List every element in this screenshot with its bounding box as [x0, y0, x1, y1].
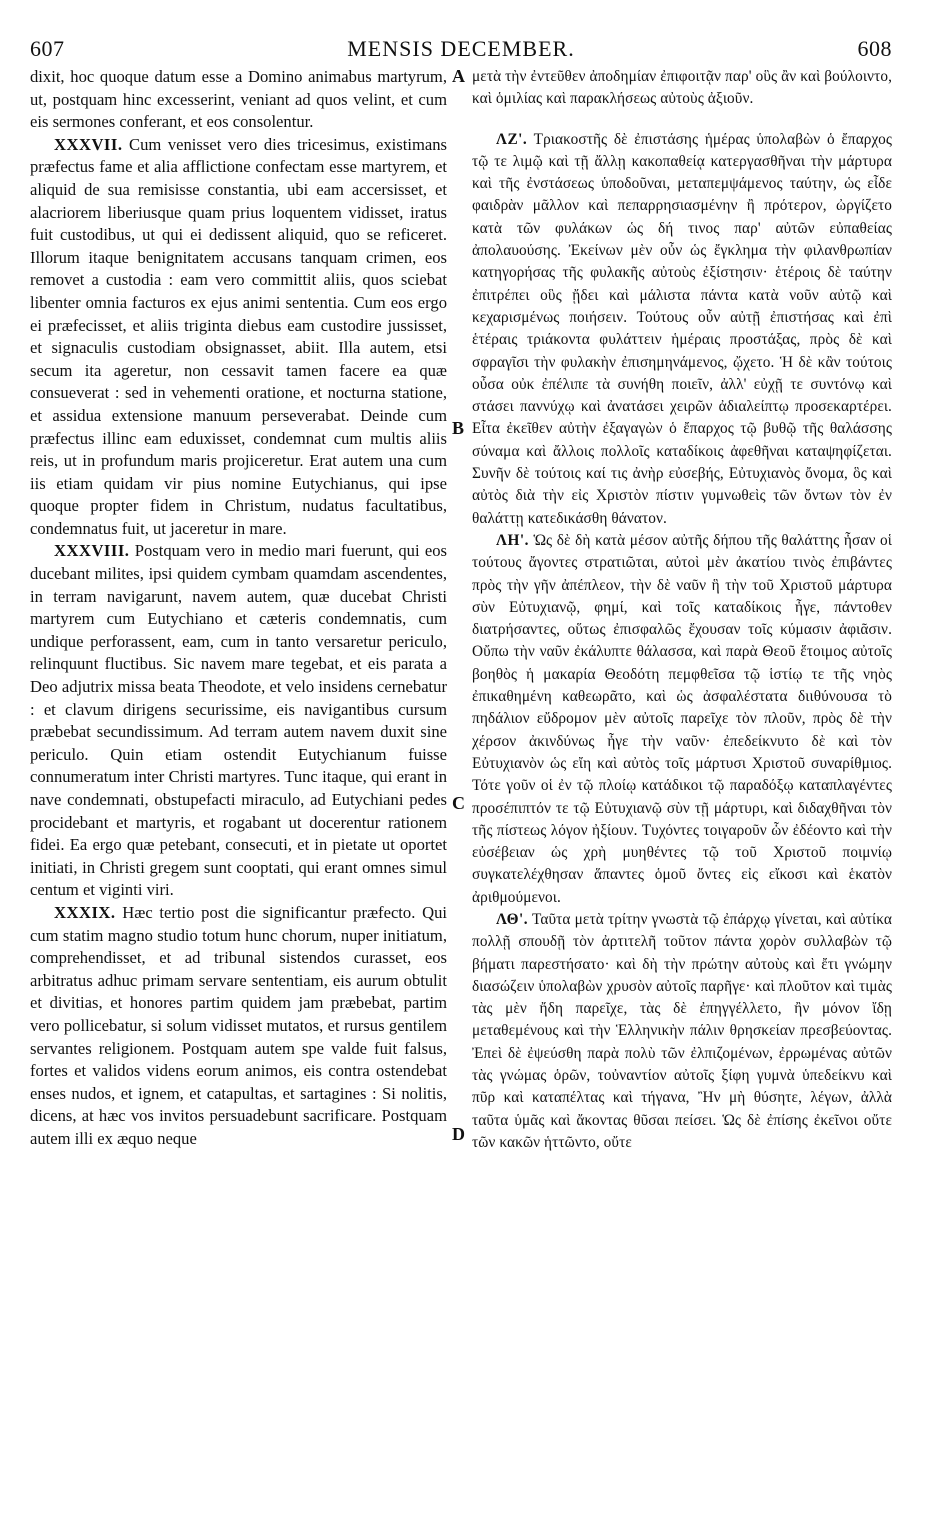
margin-letter-d: D — [452, 1124, 465, 1144]
latin-paragraph-intro: dixit, hoc quoque datum esse a Domino animabus martyrum, ut, postquam hinc excesserint, veniant ad quos velint, et cum eis sermones conferant, et eos consolentur. — [30, 67, 447, 132]
greek-section-number: ΛΗ'. — [496, 531, 529, 549]
page-header — [30, 34, 892, 64]
greek-paragraph-intro: μετὰ τὴν ἐντεῦθεν ἀποδημίαν ἐπιφοιτᾷν παρ' οὓς ἂν καὶ βούλοιντο, καὶ ὁμιλίας καὶ παρακλήσεως αὐτοὺς ἀξιοῦν. — [472, 68, 892, 108]
greek-paragraph-text: Ταῦτα μετὰ τρίτην γνωστὰ τῷ ἐπάρχῳ γίνεται, καὶ αὐτίκα πολλῇ σπουδῇ τὸν ἀρτιτελῆ τοῦτον πάντα χορὸν συλλαβὼν τῷ βήματι παρεστήσατο· καὶ δὴ τὴν πρώτην αὐτοὺς καὶ ἔτι γνώμην διασώζειν ὑπολαβὼν χρυσὸν αὐτοῖς παρῆγε· καὶ πλοῦτον καὶ τιμὰς τὰς μὲν ἤδη παρεῖχε, τὰς δὲ ἐπηγγέλλετο, ἢν μόνον ἴδῃ μεταθεμένους καὶ τὴν Ἑλληνικὴν πάλιν θρησκείαν πρεσβεύοντας. Ἐπεὶ δὲ ἐψεύσθη παρὰ πολὺ τῶν ἐλπιζομένων, ἐρρωμένας αὐτῶν τὰς γνώμας ὁρῶν, τοὐναντίον αὐτοῖς ξίφη γυμνὰ ὑπεδείκνυ καὶ πῦρ καὶ καταπέλτας καὶ τήγανα, Ἢν μὴ θύσητε, λέγων, ἀλλὰ ταῦτα ὑμᾶς καὶ ἄκοντας θῦσαι πείσει. Ὡς δὲ ἐπίσης ἐκεῖνοι οὔτε τῶν κακῶν ἡττῶντο, οὔτε — [472, 910, 892, 1151]
latin-paragraph-text: Postquam vero in medio mari fuerunt, qui eos ducebant milites, ipsi quidem cymbam quamdam ascendentes, in terram navigarunt, navem autem, quæ ducebat Christi martyrem cum Eutychiano et cæteris condemnatis, cum undique perforassent, eam, cum in tanto versaretur periculo, relinquunt fluctibus. Sic navem mare tegebat, et eis parata a Deo adjutrix missa beata Theodote, et velo insidens cernebatur : et clavum dirigens securissime, eis navigantibus cursum præbebat secundissimum. Ad terram autem navem duxit sine periculo. Quin etiam ostendit Eutychianum fuisse connumeratum inter Christi martyres. Tunc itaque, qui erant in nave condemnati, obstupefacti miraculo, ad Eutychiani pedes procidebant et martyris, et rogabant ut docerentur rationem fidei. Ea ergo quæ petebant, consecuti, et in pietate ut oportet initiati, in Christi gregem sunt cooptati, qui erant omnes simul centum et viginti viri. — [30, 541, 447, 900]
latin-section-number: XXXIX. — [54, 902, 116, 922]
greek-paragraph-37 — [472, 129, 892, 530]
latin-paragraph-text: Cum venisset vero dies tricesimus, existimans præfectus fame et alia afflictione confectam esse martyrem, et aliquid de sua remisisse constantia, ubi eam accersisset, et alacriorem liberiusque quam prius loquentem vidisset, iratus fuit custodibus, ut qui ei dedissent aliquid, quo se reficeret. Illorum itaque benignitatem accusans tanquam crimen, eos removet a custodia : eam vero committit aliis, quos sciebat libenter omnia facturos ex ejus animi sententia. Cum eos ergo ei præfecisset, et aliis triginta diebus eam custodire jussisset, et signaculis custodiam obsignasset, abiit. Illa autem, etsi secum ita ageretur, non cessavit tamen facere ea quæ consueverat : sed in vehementi oratione, et nocturna statione, et assidua extensione manuum perseverabat. Deinde cum præfectus illinc eam eduxisset, condemnat cum multis aliis reis, ut in profundum maris projiceretur. Erat autem una cum iis etiam quidam vir pius nomine Eutychianus, qui ipse quoque propter fidem in Christum, nudatus facultatibus, condemnatus fuit, ut jaceretur in mare. — [30, 134, 447, 538]
margin-letter-a: A — [452, 66, 465, 86]
latin-paragraph-37 — [30, 134, 447, 541]
margin-letter-b: B — [452, 418, 465, 438]
greek-column — [472, 66, 892, 1154]
latin-paragraph-39 — [30, 902, 447, 1151]
greek-paragraph-38 — [472, 530, 892, 909]
latin-column — [30, 66, 447, 1151]
right-page-number: 608 — [857, 36, 892, 61]
greek-paragraph-text: Ὡς δὲ δὴ κατὰ μέσον αὐτῆς δήπου τῆς θαλάττης ἦσαν οἱ τούτους ἄγοντες στρατιῶται, αὐτοὶ μὲν ἀκατίου τινὸς ἐπιβάντες πρὸς τὴν γῆν ἀπέπλεον, τὴν δὲ ναῦν ἣ τὴν τοῦ Χριστοῦ μάρτυρα σὺν Εὐτυχιανῷ, φημί, καὶ τοῖς καταδίκοις ἦγε, πάντοθεν διατρήσαντες, οὕτως ἐπισφαλῶς ἔχουσαν τοῖς κύμασιν ἀφιᾶσιν. Οὔπω τὴν ναῦν ἐκάλυπτε θάλασσα, καὶ παρὰ Θεοῦ ἕτοιμος αὐτοῖς βοηθὸς ἡ μακαρία Θεοδότη πεμφθεῖσα τῷ ἱστίῳ τε τῆς νηὸς ἐπικαθημένη καθεωρᾶτο, καὶ ὡς ἀσφαλέστατα διιθύνουσα τὸ πηδάλιον εὔδρομον μὲν αὐτοῖς παρεῖχε τὸν πλοῦν, πρὸς δὲ τὴν χέρσον ἀκινδύνως ἦγε τὴν ναῦν· ἐπεδείκνυτο δὲ καὶ τὸν Εὐτυχιανὸν ὡς εἴη καὶ αὐτὸς τοῖς μάρτυσι Χριστοῦ συναρίθμιος. Τότε γοῦν οἱ ἐν τῷ πλοίῳ κατάδικοι τῷ παραδόξῳ καταπλαγέντες προσέπιπτόν τε τῷ Εὐτυχιανῷ σὺν τῇ μάρτυρι, καὶ διδαχθῆναι τὸν τῆς πίστεως λόγον ἠξίουν. Τυχόντες τοιγαροῦν ὧν ἐδέοντο καὶ τὴν εὐσέβειαν ὡς χρὴ μυηθέντες τῷ τοῦ Χριστοῦ ποιμνίῳ συγκατελέχθησαν ἅπαντες ὁμοῦ ὄντες εἰς εἴκοσι καὶ ἑκατὸν ἀριθμούμενοι. — [472, 531, 892, 906]
latin-paragraph-38 — [30, 540, 447, 902]
greek-section-number: ΛΘ'. — [496, 910, 529, 928]
left-page-number: 607 — [30, 36, 65, 61]
running-title: MENSIS DECEMBER. — [347, 36, 575, 61]
latin-paragraph-text: Hæc tertio post die significantur præfecto. Qui cum statim magno studio totum hunc chorum, nuper initiatum, comprehendisset, et ad tribunal sistendos curasset, eos arbitratus adhuc primam servare sententiam, eis aurum obtulit et divitias, et honores partim quidem jam præbebat, partim vero pollicebatur, si solum vidisset mutatos, et rursus gentilem servantes religionem. Postquam autem spe valde fuit falsus, fortes et validos videns eorum animos, eis contra ostendebat enses nudos, et ignem, et catapultas, et sartagines : Si nolitis, dicens, at hæc vos invitos persuadebunt sacrificare. Postquam autem illi ex æquo neque — [30, 902, 447, 1148]
greek-paragraph-text: Τριακοστῆς δὲ ἐπιστάσης ἡμέρας ὑπολαβὼν ὁ ἔπαρχος τῷ τε λιμῷ καὶ τῇ ἄλλῃ κακοπαθείᾳ κατεργασθῆναι τὴν μάρτυρα καὶ τῆς ἐνστάσεως ὑποδοῦναι, μεταπεμψάμενος ταύτην, ὡς εἶδε φαιδρὰν μᾶλλον καὶ πεπαρρησιασμένην ἢ πρότερον, ὠργίζετο κατὰ τῶν φυλάκων ὡς δή τινος παρ' αὐτῶν εὐπαθείας ἀπολαυούσης. Ἐκείνων μὲν οὖν ὡς ἔγκλημα τὴν φιλανθρωπίαν κατηγορήσας τῆς φυλακῆς αὐτοὺς ἐξίστησιν· ἑτέροις δὲ ταύτην ἐπιτρέπει οὓς ᾔδει καὶ μάλιστα πάντα κατὰ νοῦν αὐτῷ καὶ κεχαρισμένως ποιήσειν. Τούτους οὖν αὐτῇ ἐπιστήσας καὶ ἐπὶ ἑτέραις τριάκοντα φυλάττειν ἡμέραις προστάξας, πρὸς δὲ καὶ σφραγῖσι τὴν φυλακὴν ἐπισημηνάμενος, ᾤχετο. Ἡ δὲ κἂν τούτοις οὖσα οὐκ ἐπέλιπε τὰ συνήθη ποιεῖν, ἀλλ' εὐχῇ τε συντόνῳ καὶ στάσει παννύχῳ καὶ ἀνατάσει χειρῶν ἀδιαλείπτῳ προσεκαρτέρει. Εἶτα ἐκεῖθεν αὐτὴν ἐξαγαγὼν ὁ ἔπαρχος τῷ βυθῷ τῆς θαλάσσης σύναμα καὶ ἄλλοις πολλοῖς καταδίκοις ἀφεθῆναι καταψηφίζεται. Συνῆν δὲ τούτοις καί τις ἀνὴρ εὐσεβής, Εὐτυχιανὸς ὄνομα, ὃς καὶ αὐτὸς διὰ τὴν εἰς Χριστὸν πίστιν γυμνωθεὶς τῶν ὄντων τὸν ἐν θαλάττῃ κατεδικάσθη θάνατον. — [472, 130, 893, 527]
latin-section-number: XXXVIII. — [54, 541, 130, 561]
margin-letter-c: C — [452, 793, 465, 813]
greek-paragraph-39 — [472, 909, 892, 1154]
greek-section-number: ΛΖ'. — [496, 130, 528, 148]
latin-section-number: XXXVII. — [54, 134, 123, 154]
